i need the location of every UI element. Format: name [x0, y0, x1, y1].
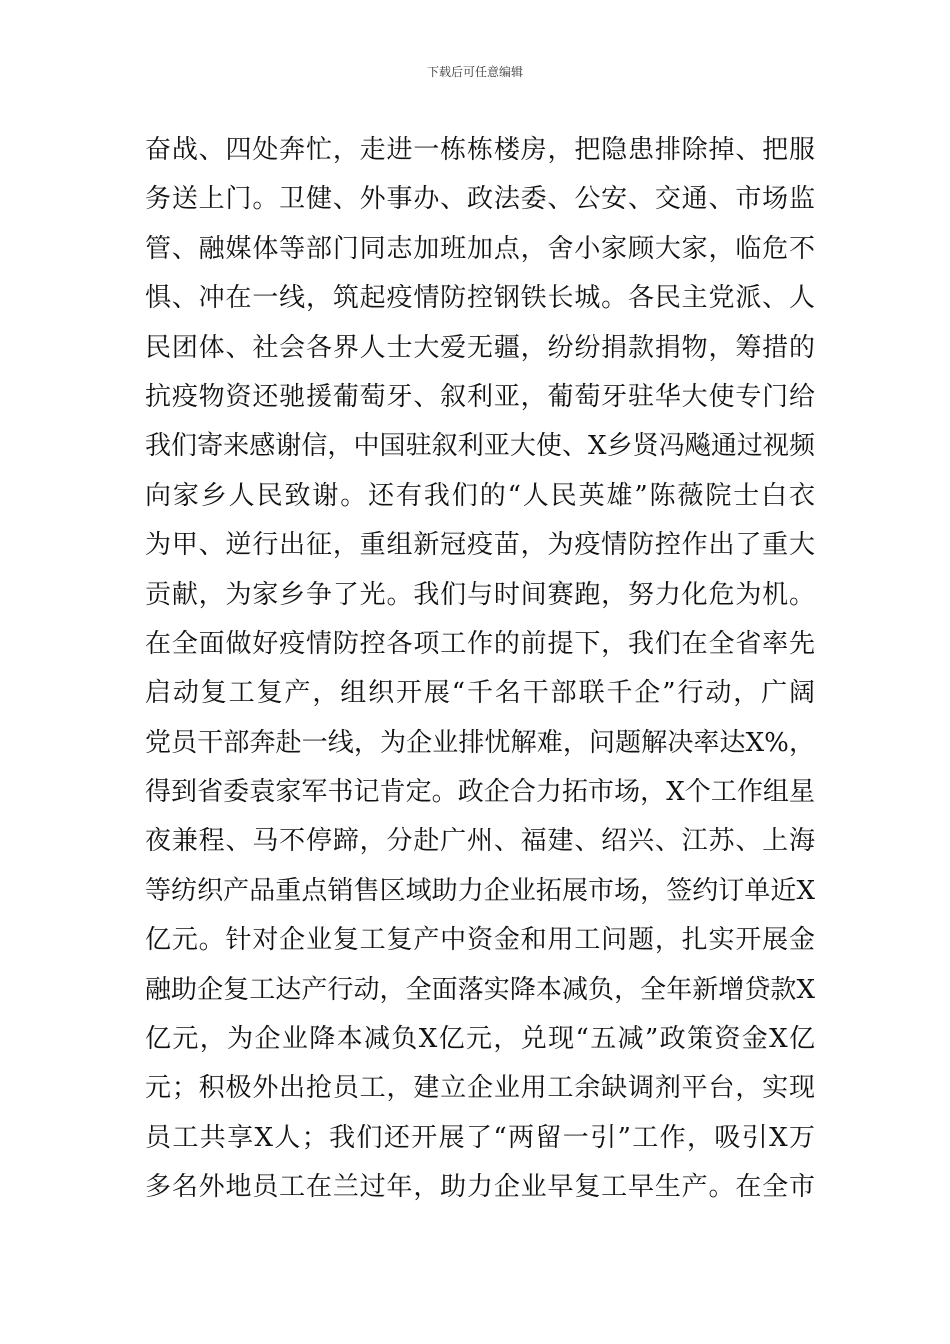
text-line: 多名外地员工在兰过年，助力企业早复工早生产。在全市	[145, 1172, 815, 1203]
text-line: 元；积极外出抢员工，建立企业用工余缺调剂平台，实现	[145, 1073, 815, 1104]
page-header: 下载后可任意编辑	[426, 65, 523, 79]
text-line: 亿元，为企业降本减负X亿元，兑现“五减”政策资金X亿	[145, 1024, 815, 1055]
text-line: 奋战、四处奔忙，走进一栋栋楼房，把隐患排除掉、把服	[145, 135, 815, 165]
text-line: 启动复工复产，组织开展“千名干部联千企”行动，广阔	[145, 678, 815, 709]
text-line: 管、融媒体等部门同志加班加点，舍小家顾大家，临危不	[145, 233, 815, 264]
text-line: 惧、冲在一线，筑起疫情防控钢铁长城。各民主党派、人	[145, 283, 815, 314]
text-line: 党员干部奔赴一线，为企业排忧解难，问题解决率达X%，	[145, 727, 815, 758]
text-line: 员工共享X人；我们还开展了“两留一引”工作，吸引X万	[145, 1122, 815, 1153]
text-line: 务送上门。卫健、外事办、政法委、公安、交通、市场监	[145, 184, 815, 215]
text-line: 贡献，为家乡争了光。我们与时间赛跑，努力化危为机。	[145, 579, 815, 610]
text-line: 民团体、社会各界人士大爱无疆，纷纷捐款捐物，筹措的	[145, 332, 815, 363]
text-line: 向家乡人民致谢。还有我们的“人民英雄”陈薇院士白衣	[145, 480, 815, 511]
text-line: 夜兼程、马不停蹄，分赴广州、福建、绍兴、江苏、上海	[145, 826, 815, 857]
text-line: 融助企复工达产行动，全面落实降本减负，全年新增贷款X	[145, 974, 815, 1005]
text-line: 抗疫物资还驰援葡萄牙、叙利亚，葡萄牙驻华大使专门给	[145, 381, 815, 412]
text-line: 在全面做好疫情防控各项工作的前提下，我们在全省率先	[145, 628, 815, 659]
body-text	[145, 126, 815, 1213]
text-line: 我们寄来感谢信，中国驻叙利亚大使、X乡贤冯飚通过视频	[145, 431, 815, 462]
text-line: 得到省委袁家军书记肯定。政企合力拓市场，X个工作组星	[145, 777, 815, 808]
text-line: 为甲、逆行出征，重组新冠疫苗，为疫情防控作出了重大	[145, 530, 815, 561]
text-line: 等纺织产品重点销售区域助力企业拓展市场，签约订单近X	[145, 875, 815, 906]
text-line: 亿元。针对企业复工复产中资金和用工问题，扎实开展金	[145, 925, 815, 956]
